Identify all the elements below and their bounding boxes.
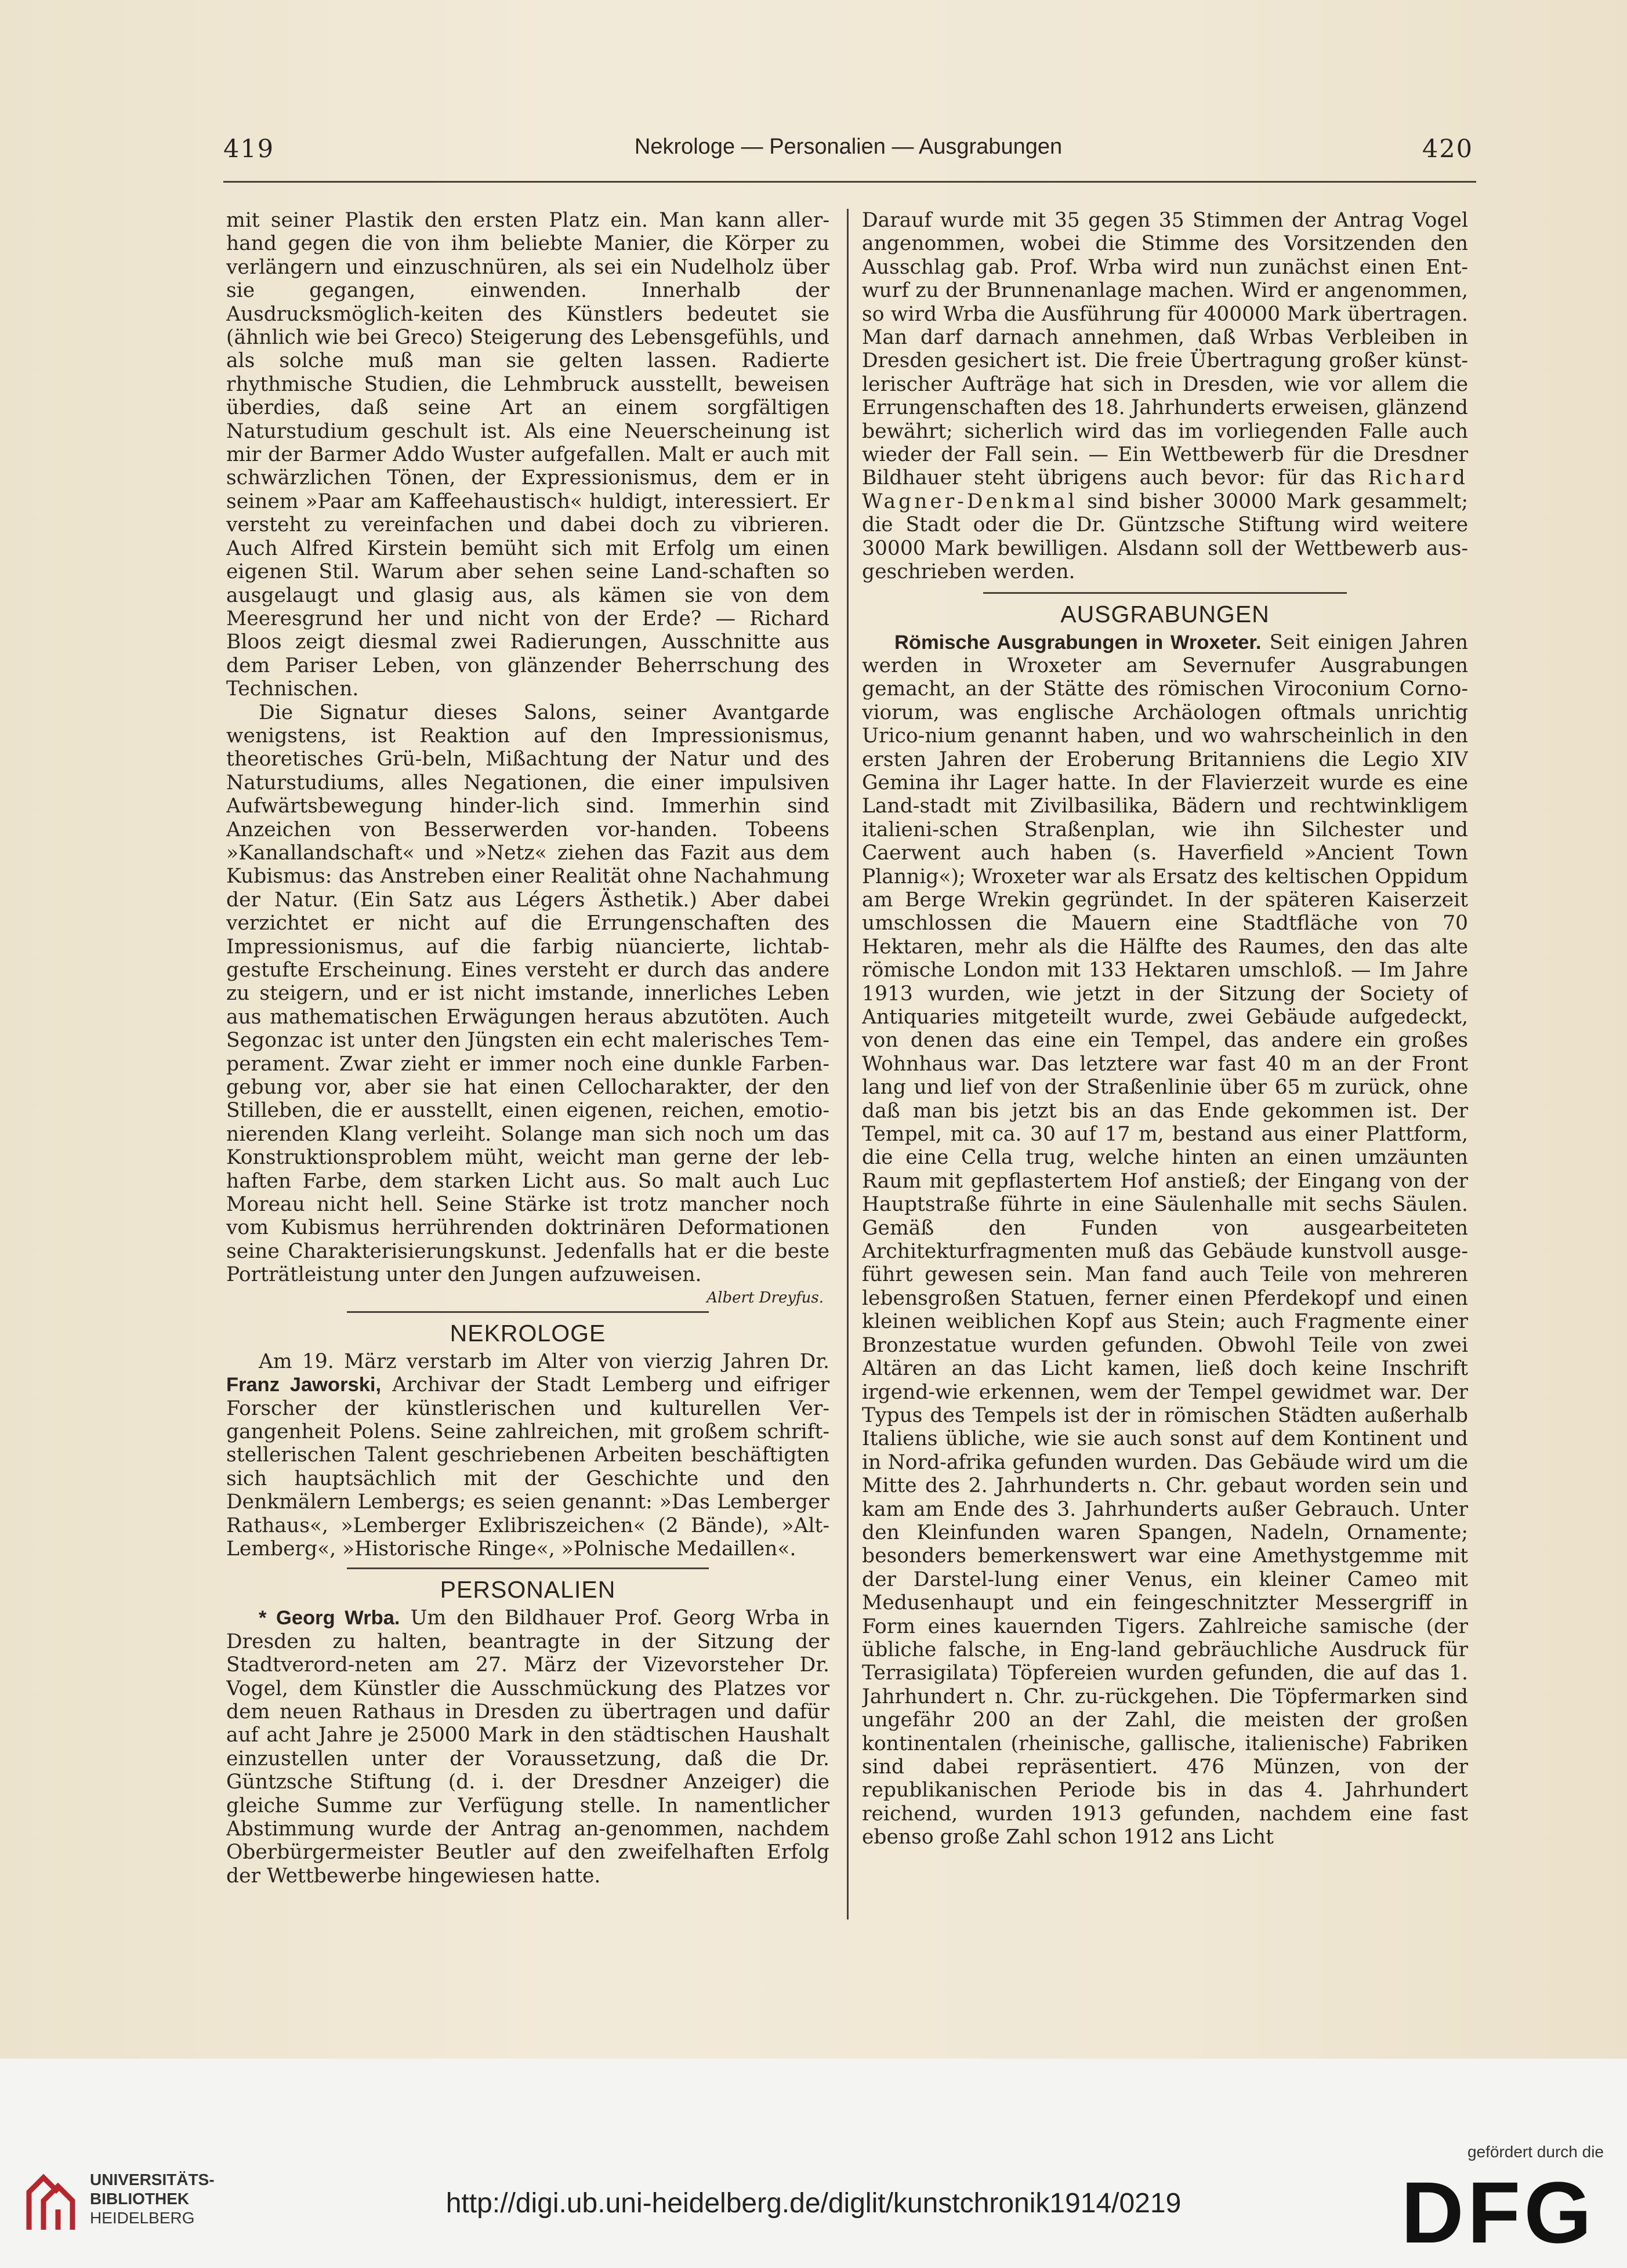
page-number-right: 420 [1422,135,1473,164]
library-name-line: BIBLIOTHEK [90,2190,190,2208]
left-column [226,209,829,1919]
excavation-title: Römische Ausgrabungen in Wroxeter. [894,631,1262,654]
obituary-intro: Am 19. März verstarb im Alter von vierzig Jahren Dr. [259,1349,829,1373]
continuation-text: Darauf wurde mit 35 gegen 35 Stimmen der Antrag Vogel angenommen, wobei die Stimme des Vorsitzenden den Ausschlag gab. Prof. Wrba wird nun zunächst einen Ent-wurf zu der Brunnenanlage machen. Wird er angenommen, so wird Wrba die Ausführung für 400000 Mark übertragen. Man darf darnach annehmen, daß Wrbas Verbleiben in Dresden gesichert ist. Die freie Übertragung großer künst-lerischer Aufträge hat sich in Dresden, wie vor allem die Errungenschaften des 18. Jahrhunderts erweisen, glänzend bewährt; sicherlich wird das im vorliegenden Falle auch wieder der Fall sein. — Ein Wettbewerb für die Dresdner Bildhauer steht übrigens auch bevor: für das [862,209,1468,490]
article-paragraph: Die Signatur dieses Salons, seiner Avantgarde wenigstens, ist Reaktion auf den Impressionismus, theoretisches Grü-beln, Mißachtung der Natur und des Naturstudiums, alles Negationen, die einer impulsiven Aufwärtsbewegung hinder-lich sind. Immerhin sind Anzeichen von Besserwerden vor-handen. Tobeens »Kanallandschaft« und »Netz« ziehen das Fazit aus dem Kubismus: das Anstreben einer Realität ohne Nachahmung der Natur. (Ein Satz aus Légers Ästhetik.) Aber dabei verzichtet er nicht auf die Errungenschaften des Impressionismus, auf die farbig nüancierte, lichtab-gestufte Erscheinung. Eines versteht er durch das andere zu steigern, und er ist nicht imstande, innerliches Leben aus mathematischen Erwägungen heraus abzutöten. Auch Segonzac ist unter den Jüngsten ein echt malerisches Tem-perament. Zwar zieht er immer noch eine dunkle Farben-gebung vor, aber sie hat einen Cellocharakter, der den Stilleben, die er ausstellt, einen eigenen, reichen, emotio-nierenden Klang verleiht. Solange man sich noch um das Konstruktionsproblem müht, weicht man gerne der leb-haften Farbe, dem starken Licht aus. So malt auch Luc Moreau nicht hell. Seine Stärke ist trotz mancher noch vom Kubismus herrührenden doktrinären Deformationen seine Charakterisierungskunst. Jedenfalls hat er die beste Porträtleistung unter den Jungen aufzuweisen. [226,701,829,1287]
header-rule [223,181,1476,183]
continuation-text-end: sind bisher 30000 Mark gesammelt; die Stadt oder die Dr. Güntzsche Stiftung wird weitere 30000 Mark bewilligen. Alsdann soll der Wettbewerb aus-geschrieben werden. [862,489,1468,584]
column-rule [847,209,849,1919]
section-heading-nekrologe: NEKROLOGE [450,1319,606,1347]
personalia-paragraph [226,1606,829,1888]
section-rule [983,592,1347,594]
section-rule [347,1567,709,1569]
running-title: Nekrologe — Personalien — Ausgrabungen [634,135,1063,159]
library-name-line: UNIVERSITÄTS- [90,2171,215,2189]
excavation-paragraph [862,631,1468,1849]
personalia-text: Um den Bildhauer Prof. Georg Wrba in Dresden zu halten, beantragte in der Sitzung der Stadtverord-neten am 27. März der Vizevorsteher Dr. Vogel, dem Künstler die Ausschmückung des Platzes vor dem neuen Rathaus in Dresden zu übertragen und dafür auf acht Jahre je 25000 Mark in den städtischen Haushalt einzustellen unter der Voraussetzung, daß die Dr. Güntzsche Stiftung (d. i. der Dresdner Anzeiger) die gleiche Summe zur Verfügung stelle. In namentlicher Abstimmung wurde der Antrag an-genommen, nachdem Oberbürgermeister Beutler auf den zweifelhaften Erfolg der Wettbewerbe hingewiesen hatte. [226,1606,829,1888]
running-header [223,135,1473,175]
personalia-continuation [862,209,1468,584]
article-paragraph: mit seiner Plastik den ersten Platz ein. Man kann aller-hand gegen die von ihm beliebte Manier, die Körper zu verlängern und einzuschnüren, als sei ein Nudelholz über sie gegangen, einwenden. Innerhalb der Ausdrucksmöglich-keiten des Künstlers bedeutet sie (ähnlich wie bei Greco) Steigerung des Lebensgefühls, und als solche muß man sie gelten lassen. Radierte rhythmische Studien, die Lehmbruck ausstellt, beweisen überdies, daß seine Art an einem sorgfältigen Naturstudium geschult ist. Als eine Neuerscheinung ist mir der Barmer Addo Wuster aufgefallen. Malt er auch mit schwärzlichen Tönen, der Expressionismus, dem er in seinem »Paar am Kaffeehaustisch« huldigt, interessiert. Er versteht zu vereinfachen und dabei doch zu vibrieren. Auch Alfred Kirstein bemüht sich mit Erfolg um einen eigenen Stil. Warum aber sehen seine Land-schaften so ausgelaugt und glasig aus, als kämen sie von dem Meeresgrund her und nicht von der Erde? — Richard Bloos zeigt diesmal zwei Radierungen, Ausschnitte aus dem Pariser Leben, von glänzender Beherrschung des Technischen. [226,209,829,701]
spaced-name: Richard Wagner-Denkmal [862,466,1468,513]
page-number-left: 419 [223,135,275,164]
library-name-line: HEIDELBERG [90,2209,195,2227]
obituary-name: Franz Jaworski, [226,1374,382,1396]
section-rule [347,1311,709,1313]
library-footer [0,2059,1627,2268]
personalia-name: * Georg Wrba. [259,1607,400,1630]
author-signature: Albert Dreyfus. [706,1289,824,1307]
section-heading-personalien: PERSONALIEN [440,1576,616,1603]
funding-note: gefördert durch die [1467,2143,1604,2161]
section-heading-ausgrabungen: AUSGRABUNGEN [1060,600,1270,627]
excavation-text: Seit einigen Jahren werden in Wroxeter am Severnufer Ausgrabungen gemacht, an der Stätte des römischen Viroconium Corno-viorum, was englische Archäologen oftmals unrichtig Urico-nium genannt haben, und wo wahrscheinlich in den ersten Jahren der Eroberung Britanniens die Legio XIV Gemina ihr Lager hatte. In der Flavierzeit wurde es eine Land-stadt mit Zivilbasilika, Bädern und rechtwinkligem italieni-schen Straßenplan, wie ihn Silchester und Caerwent auch haben (s. Haverfield »Ancient Town Plannig«); Wroxeter war als Ersatz des keltischen Oppidum am Berge Wrekin gegründet. In der späteren Kaiserzeit umschlossen die Mauern eine Stadtfläche von 70 Hektaren, mehr als die Hälfte des Raumes, den das alte römische London mit 133 Hektaren umschloß. — Im Jahre 1913 wurden, wie jetzt in der Sitzung der Society of Antiquaries mitgeteilt wurde, zwei Gebäude aufgedeckt, von denen das eine ein Tempel, das andere ein großes Wohnhaus war. Das letztere war fast 40 m an der Front lang und lief von der Straßenlinie über 65 m zurück, ohne daß man bis jetzt bis an das Ende gekommen ist. Der Tempel, mit ca. 30 auf 17 m, bestand aus einer Plattform, die eine Cella trug, welche hinten an einen umzäunten Raum mit gepflastertem Hof anstieß; der Eingang von der Hauptstraße führte in eine Säulenhalle mit sechs Säulen. Gemäß den Funden von ausgearbeiteten Architekturfragmenten muß das Gebäude kunstvoll ausge-führt gewesen sein. Man fand auch Teile von mehreren lebensgroßen Statuen, ferner einen Pferdekopf und einen kleinen weiblichen Kopf aus Stein; auch Fragmente einer Bronzestatue wurden gefunden. Obwohl Teile von zwei Altären an das Licht kamen, ließ doch keine Inschrift irgend-wie erkennen, wem der Tempel gewidmet war. Der Typus des Tempels ist der in römischen Städten außerhalb Italiens übliche, wie sie auch sonst auf dem Kontinent und in Nord-afrika gefunden wurden. Das Gebäude wird um die Mitte des 2. Jahrhunderts n. Chr. gebaut worden sein und kam am Ende des 3. Jahrhunderts außer Gebrauch. Unter den Kleinfunden waren Spangen, Nadeln, Ornamente; besonders bemerkenswert war eine Amethystgemme mit der Darstel-lung einer Venus, ein kleiner Cameo mit Medusenhaupt und ein feingeschnitzter Messergriff in Form eines kauernden Tigers. Zahlreiche samische (der übliche falsche, in Eng-land gebräuchliche Ausdruck für Terrasigilata) Töpfereien wurden gefunden, die auf das 1. Jahrhundert n. Chr. zu-rückgehen. Die Töpfermarken sind ungefähr 200 an der Zahl, die meisten der großen kontinentalen (rheinische, gallische, italienische) Fabriken sind dabei repräsentiert. 476 Münzen, von der republikanischen Periode bis in das 4. Jahrhundert reichend, wurden 1913 gefunden, nachdem eine fast ebenso große Zahl schon 1912 ans Licht [862,630,1468,1849]
permalink-url[interactable]: http://digi.ub.uni-heidelberg.de/diglit/kunstchronik1914/0219 [445,2188,1182,2219]
obituary-paragraph [226,1350,829,1561]
dfg-logo: DFG [1401,2164,1595,2261]
obituary-text: Archivar der Stadt Lemberg und eifriger Forscher der künstlerischen und kulturellen Ver-gangenheit Polens. Seine zahlreichen, mit großem schrift-stellerischen Talent geschriebenen Arbeiten beschäftigten sich hauptsächlich mit der Geschichte und den Denkmälern Lembergs; es seien genannt: »Das Lemberger Rathaus«, »Lemberger Exlibriszeichen« (2 Bände), »Alt-Lemberg«, »Historische Ringe«, »Polnische Medaillen«. [226,1373,829,1561]
right-column [862,209,1468,1919]
